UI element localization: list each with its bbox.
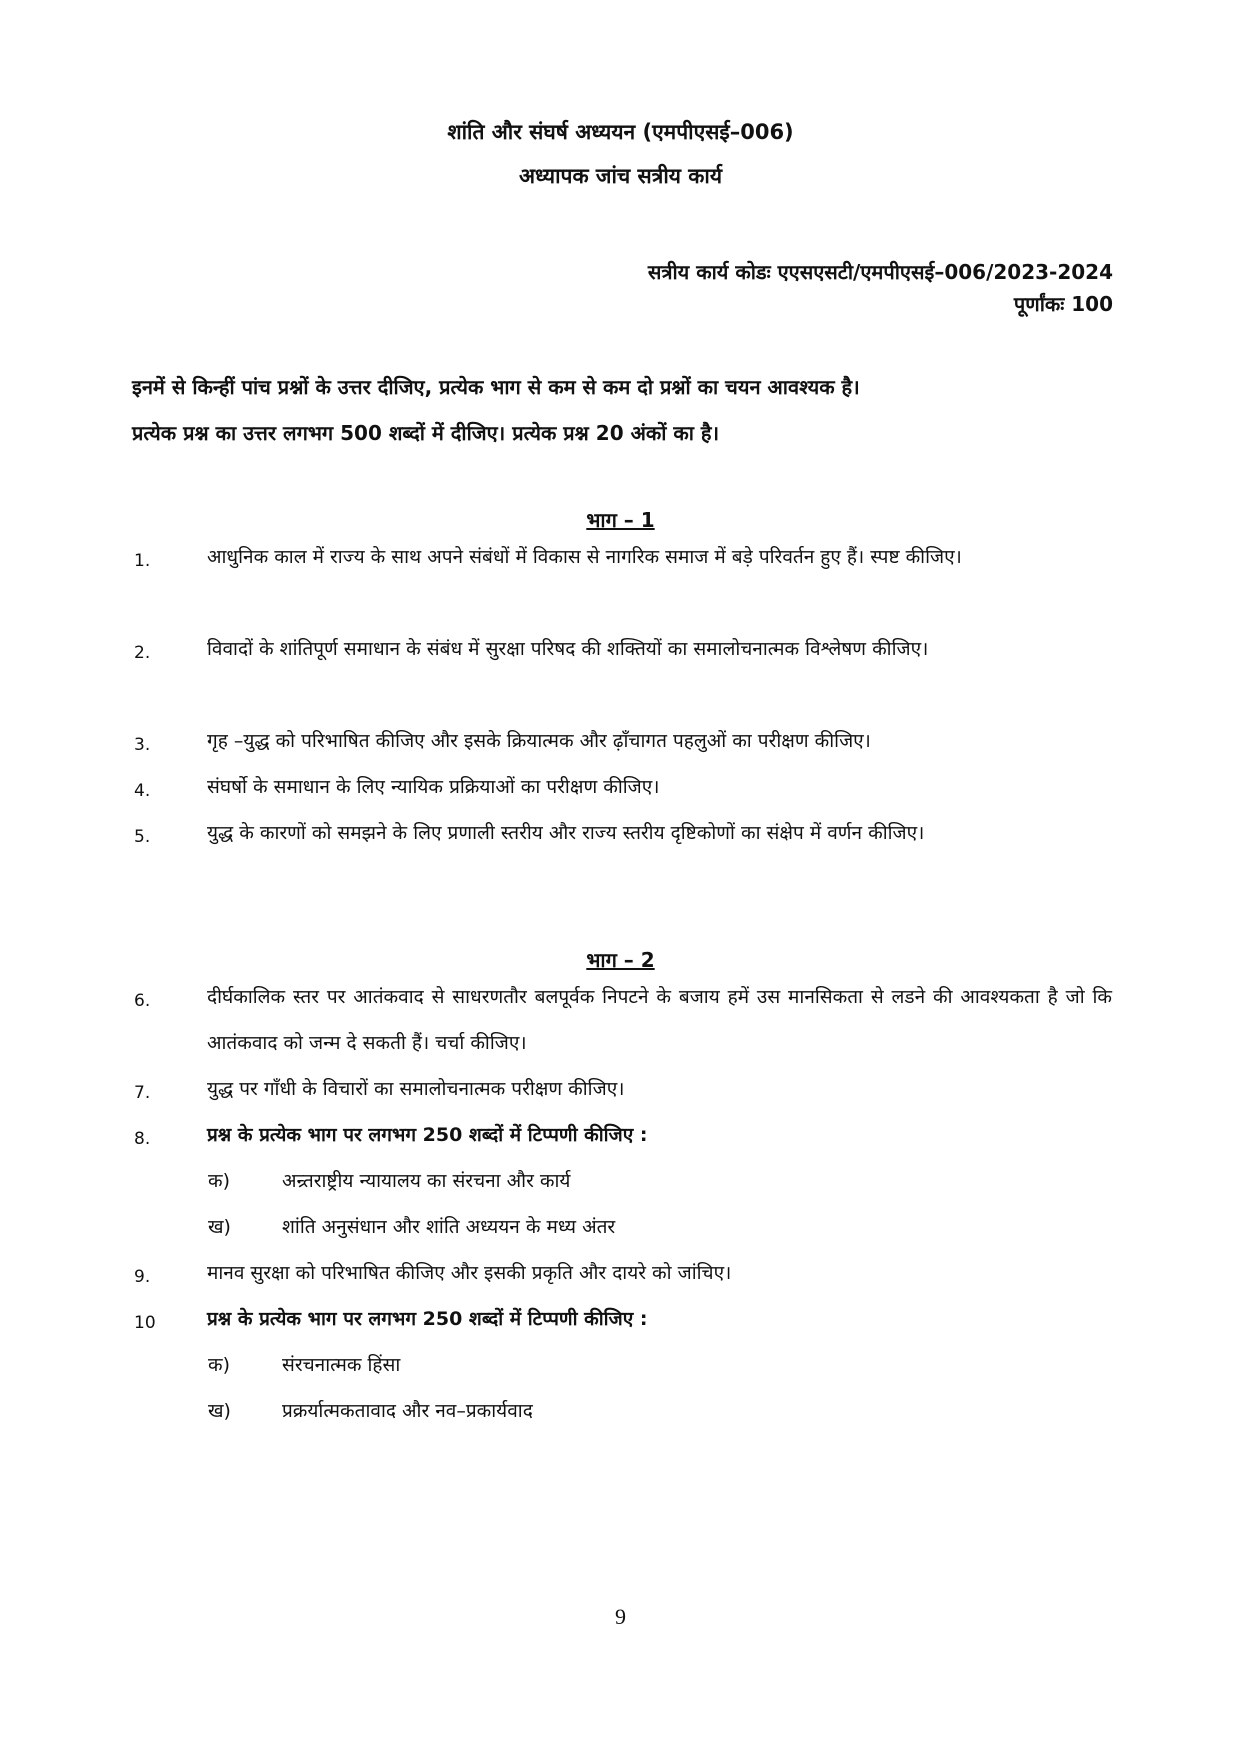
part-2-heading: भाग – 2 [586,948,655,972]
question-5 [132,810,1112,856]
question-8 [132,1112,1112,1158]
question-3 [132,718,1112,764]
question-text: गृह –युद्ध को परिभाषित कीजिए और इसके क्रियात्मक और ढ़ाँचागत पहलुओं का परीक्षण कीजिए। [207,730,871,752]
question-number: 7. [134,1083,151,1103]
question-8-sub-b [206,1204,1106,1250]
sub-label: ख) [208,1216,231,1238]
question-text: संघर्षो के समाधान के लिए न्यायिक प्रक्रियाओं का परीक्षण कीजिए। [207,776,660,798]
maximum-marks: पूर्णांकः 100 [1013,292,1113,316]
question-number: 4. [134,781,151,801]
question-text: विवादों के शांतिपूर्ण समाधान के संबंध में सुरक्षा परिषद की शक्तियों का समालोचनात्मक विश्लेषण कीजिए। [207,638,929,660]
question-number: 1. [134,551,151,571]
question-7 [132,1066,1112,1112]
question-8-sub-a [206,1158,1106,1204]
question-number: 5. [134,827,151,847]
question-number: 2. [134,643,151,663]
part-1-heading: भाग – 1 [586,508,655,532]
assignment-code-block [648,256,1113,320]
question-10-sub-a [206,1342,1106,1388]
instruction-line-1: इनमें से किन्हीं पांच प्रश्नों के उत्तर दीजिए, प्रत्येक भाग से कम से कम दो प्रश्नों का चयन आवश्यक है। [132,375,860,399]
question-number: 3. [134,735,151,755]
question-6 [132,974,1112,1066]
question-2 [132,626,1112,672]
sub-text: संरचनात्मक हिंसा [282,1354,401,1376]
question-1 [132,534,1112,580]
sub-text: शांति अनुसंधान और शांति अध्ययन के मध्य अंतर [282,1216,616,1238]
instruction-line-2: प्रत्येक प्रश्न का उत्तर लगभग 500 शब्दों में दीजिए। प्रत्येक प्रश्न 20 अंकों का है। [132,421,720,445]
assignment-code: सत्रीय कार्य कोडः एएसएसटी/एमपीएसई–006/2023-2024 [647,260,1113,284]
question-number: 9. [134,1267,151,1287]
question-text: मानव सुरक्षा को परिभाषित कीजिए और इसकी प्रकृति और दायरे को जांचिए। [207,1262,732,1284]
document-subtitle: अध्यापक जांच सत्रीय कार्य [518,164,723,188]
question-9 [132,1250,1112,1296]
sub-label: क) [208,1354,231,1376]
question-number: 6. [134,991,151,1011]
question-text: प्रश्न के प्रत्येक भाग पर लगभग 250 शब्दों में टिप्पणी कीजिए : [207,1308,648,1330]
question-number: 8. [134,1129,151,1149]
question-text: युद्ध के कारणों को समझने के लिए प्रणाली स्तरीय और राज्य स्तरीय दृष्टिकोणों का संक्षेप में वर्णन कीजिए। [207,822,925,844]
instructions [132,364,1112,456]
question-text: दीर्घकालिक स्तर पर आतंकवाद से साधरणतौर बलपूर्वक निपटने के बजाय हमें उस मानसिकता से लडने की आवश्यकता है जो कि आतंकवाद को जन्म दे सकती हैं। चर्चा कीजिए। [207,986,1112,1054]
question-number: 10 [134,1313,156,1333]
question-10-sub-b [206,1388,1106,1434]
question-text: आधुनिक काल में राज्य के साथ अपने संबंधों में विकास से नागरिक समाज में बड़े परिवर्तन हुए हैं। स्पष्ट कीजिए। [207,546,962,568]
sub-label: क) [208,1170,231,1192]
question-text: प्रश्न के प्रत्येक भाग पर लगभग 250 शब्दों में टिप्पणी कीजिए : [207,1124,648,1146]
question-4 [132,764,1112,810]
page-number: 9 [615,1604,626,1629]
document-title: शांति और संघर्ष अध्ययन (एमपीएसई–006) [447,120,794,144]
sub-label: ख) [208,1400,231,1422]
sub-text: अन्र्तराष्ट्रीय न्यायालय का संरचना और कार्य [282,1170,571,1192]
question-text: युद्ध पर गाँधी के विचारों का समालोचनात्मक परीक्षण कीजिए। [207,1078,625,1100]
sub-text: प्रक्रर्यात्मकतावाद और नव–प्रकार्यवाद [282,1400,533,1422]
question-10 [132,1296,1112,1342]
